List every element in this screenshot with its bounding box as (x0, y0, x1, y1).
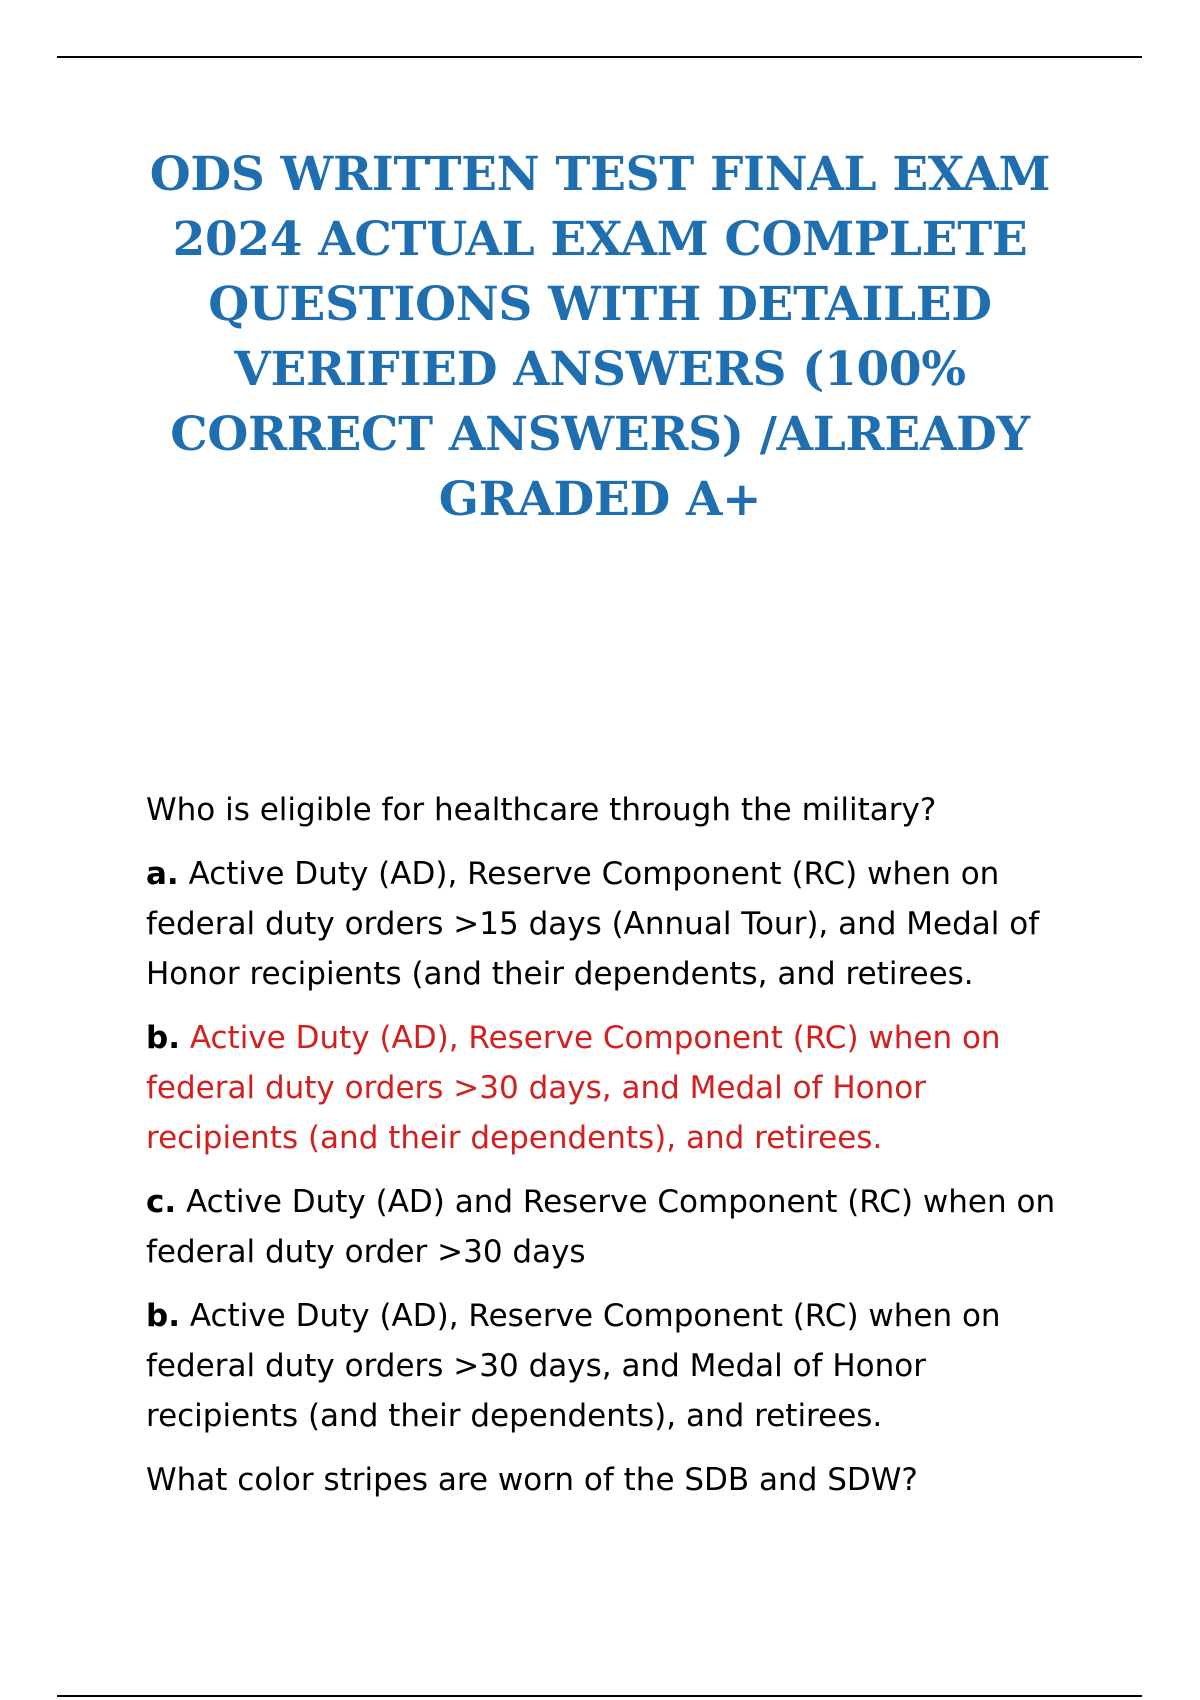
title-line: 2024 ACTUAL EXAM COMPLETE (172, 212, 1028, 267)
answer (146, 1291, 1066, 1441)
option-c (146, 1177, 1066, 1277)
document-title (140, 142, 1060, 532)
question-text: What color stripes are worn of the SDB and SDW? (146, 1462, 918, 1498)
option-letter: a. (146, 856, 179, 892)
answer-text: Active Duty (AD), Reserve Component (RC) when on federal duty orders >30 days, and Medal of Honor recipients (and their dependents), and retirees. (146, 1298, 1001, 1434)
option-text: Active Duty (AD), Reserve Component (RC) when on federal duty orders >15 days (Annual Tour), and Medal of Honor recipients (and their dependents, and retirees. (146, 856, 1040, 992)
top-rule (57, 56, 1142, 58)
title-line: ODS WRITTEN TEST FINAL EXAM (149, 147, 1051, 202)
question-list (146, 785, 1066, 1519)
option-a (146, 849, 1066, 999)
title-line: CORRECT ANSWERS) /ALREADY (170, 407, 1030, 462)
option-text: Active Duty (AD) and Reserve Component (RC) when on federal duty order >30 days (146, 1184, 1056, 1270)
title-line: VERIFIED ANSWERS (100% (234, 342, 966, 397)
option-b-correct (146, 1013, 1066, 1163)
title-line: GRADED A+ (438, 472, 762, 527)
option-text: Active Duty (AD), Reserve Component (RC) when on federal duty orders >30 days, and Medal of Honor recipients (and their dependents), and retirees. (146, 1020, 1001, 1156)
answer-letter: b. (146, 1298, 180, 1334)
bottom-rule (57, 1695, 1142, 1697)
question-text: Who is eligible for healthcare through the military? (146, 792, 937, 828)
option-letter: b. (146, 1020, 180, 1056)
option-letter: c. (146, 1184, 177, 1220)
title-line: QUESTIONS WITH DETAILED (208, 277, 992, 332)
